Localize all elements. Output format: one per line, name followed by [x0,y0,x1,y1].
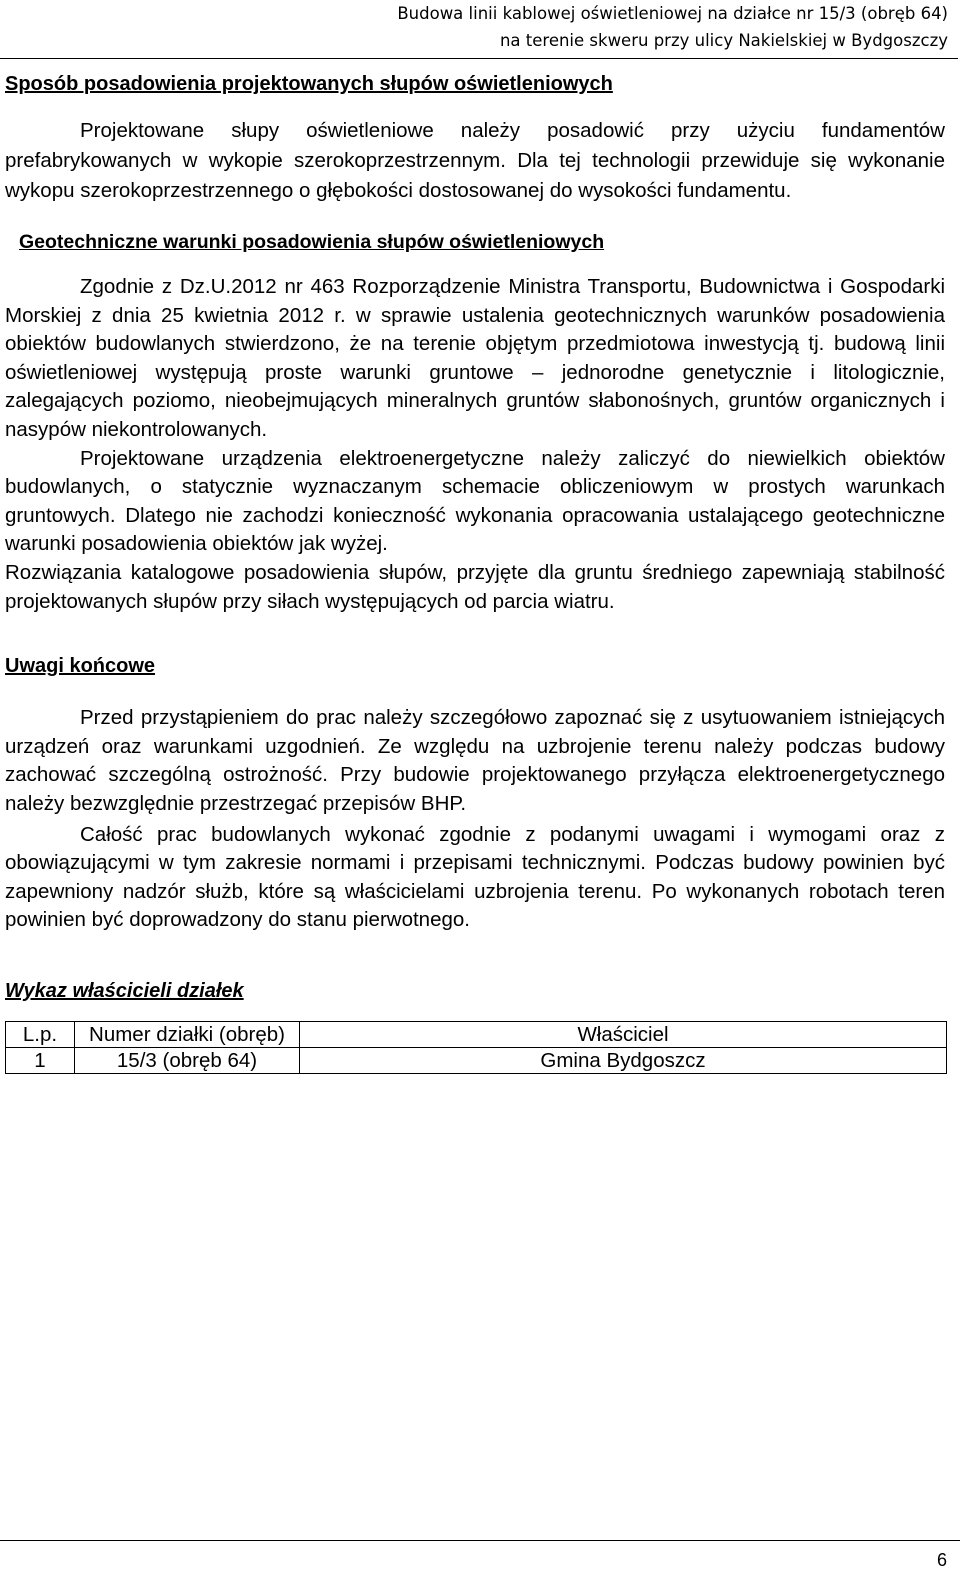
header-divider [0,58,958,59]
header-line-1: Budowa linii kablowej oświetleniowej na działce nr 15/3 (obręb 64) [397,4,948,23]
section-title-final-remarks: Uwagi końcowe [5,655,156,678]
page-header [0,0,948,54]
section-title-geotechnical: Geotechniczne warunki posadowienia słupów oświetleniowych [19,231,605,253]
page-number: 6 [936,1550,947,1570]
cell-lp: 1 [6,1047,75,1073]
cell-parcel-number: 15/3 (obręb 64) [75,1047,300,1073]
geotechnical-paragraph-1: Zgodnie z Dz.U.2012 nr 463 Rozporządzenie Ministra Transportu, Budownictwa i Gospodarki Morskiej z dnia 25 kwietnia 2012 r. w sprawie ustalenia geotechnicznych warunków posadowienia obiektów budowlanych stwierdzono, że na terenie objętym przedmiotowa inwestycją tj. budową linii oświetleniowej występują proste warunki gruntowe – jednorodne genetycznie i litologicznie, zalegających poziomo, nieobejmujących mineralnych gruntów słabonośnych, gruntów organicznych i nasypów niekontrolowanych. [5,275,945,441]
cell-owner: Gmina Bydgoszcz [300,1047,947,1073]
final-remarks-paragraph-1: Przed przystąpieniem do prac należy szczegółowo zapoznać się z usytuowaniem istniejących urządzeń oraz warunkami uzgodnień. Ze względu na uzbrojenie terenu należy podczas budowy zachować szczególną ostrożność. Przy budowie projektowanego przyłącza elektroenergetycznego należy bezwzględnie przestrzegać przepisów BHP. [5,706,945,815]
table-row [6,1047,947,1073]
foundation-paragraph: Projektowane słupy oświetleniowe należy posadowić przy użyciu fundamentów prefabrykowanych w wykopie szerokoprzestrzennym. Dla tej technologii przewiduje się wykonanie wykopu szerokoprzestrzennego o głębokości dostosowanej do wysokości fundamentu. [5,119,945,202]
document-body [5,70,945,1074]
geotechnical-paragraph-3: Rozwiązania katalogowe posadowienia słupów, przyjęte dla gruntu średniego zapewniają stabilność projektowanych słupów przy siłach występujących od parcia wiatru. [5,560,945,613]
header-line-2: na terenie skweru przy ulicy Nakielskiej w Bydgoszczy [499,31,948,50]
column-header-owner: Właściciel [300,1021,947,1047]
section-title-foundation: Sposób posadowienia projektowanych słupów oświetleniowych [5,73,613,95]
final-remarks-paragraph-2: Całość prac budowlanych wykonać zgodnie z podanymi uwagami i wymogami oraz z obowiązującymi w tym zakresie normami i przepisami technicznymi. Podczas budowy powinien być zapewniony nadzór służb, które są właścicielami uzbrojenia terenu. Po wykonanych robotach teren powinien być doprowadzony do stanu pierwotnego. [5,822,945,932]
owners-table-header-row [6,1021,947,1047]
footer-divider [0,1540,960,1541]
column-header-parcel-number: Numer działki (obręb) [75,1021,300,1047]
column-header-lp: L.p. [6,1021,75,1047]
owners-table [5,1021,947,1074]
geotechnical-paragraph-2: Projektowane urządzenia elektroenergetyczne należy zaliczyć do niewielkich obiektów budowlanych, o statycznie wyznaczanym schemacie obliczeniowym w prostych warunkach gruntowych. Dlatego nie zachodzi konieczność wykonania opracowania ustalającego geotechniczne warunki posadowienia obiektów jak wyżej. [5,446,945,556]
section-title-owners: Wykaz właścicieli działek [5,979,244,1002]
